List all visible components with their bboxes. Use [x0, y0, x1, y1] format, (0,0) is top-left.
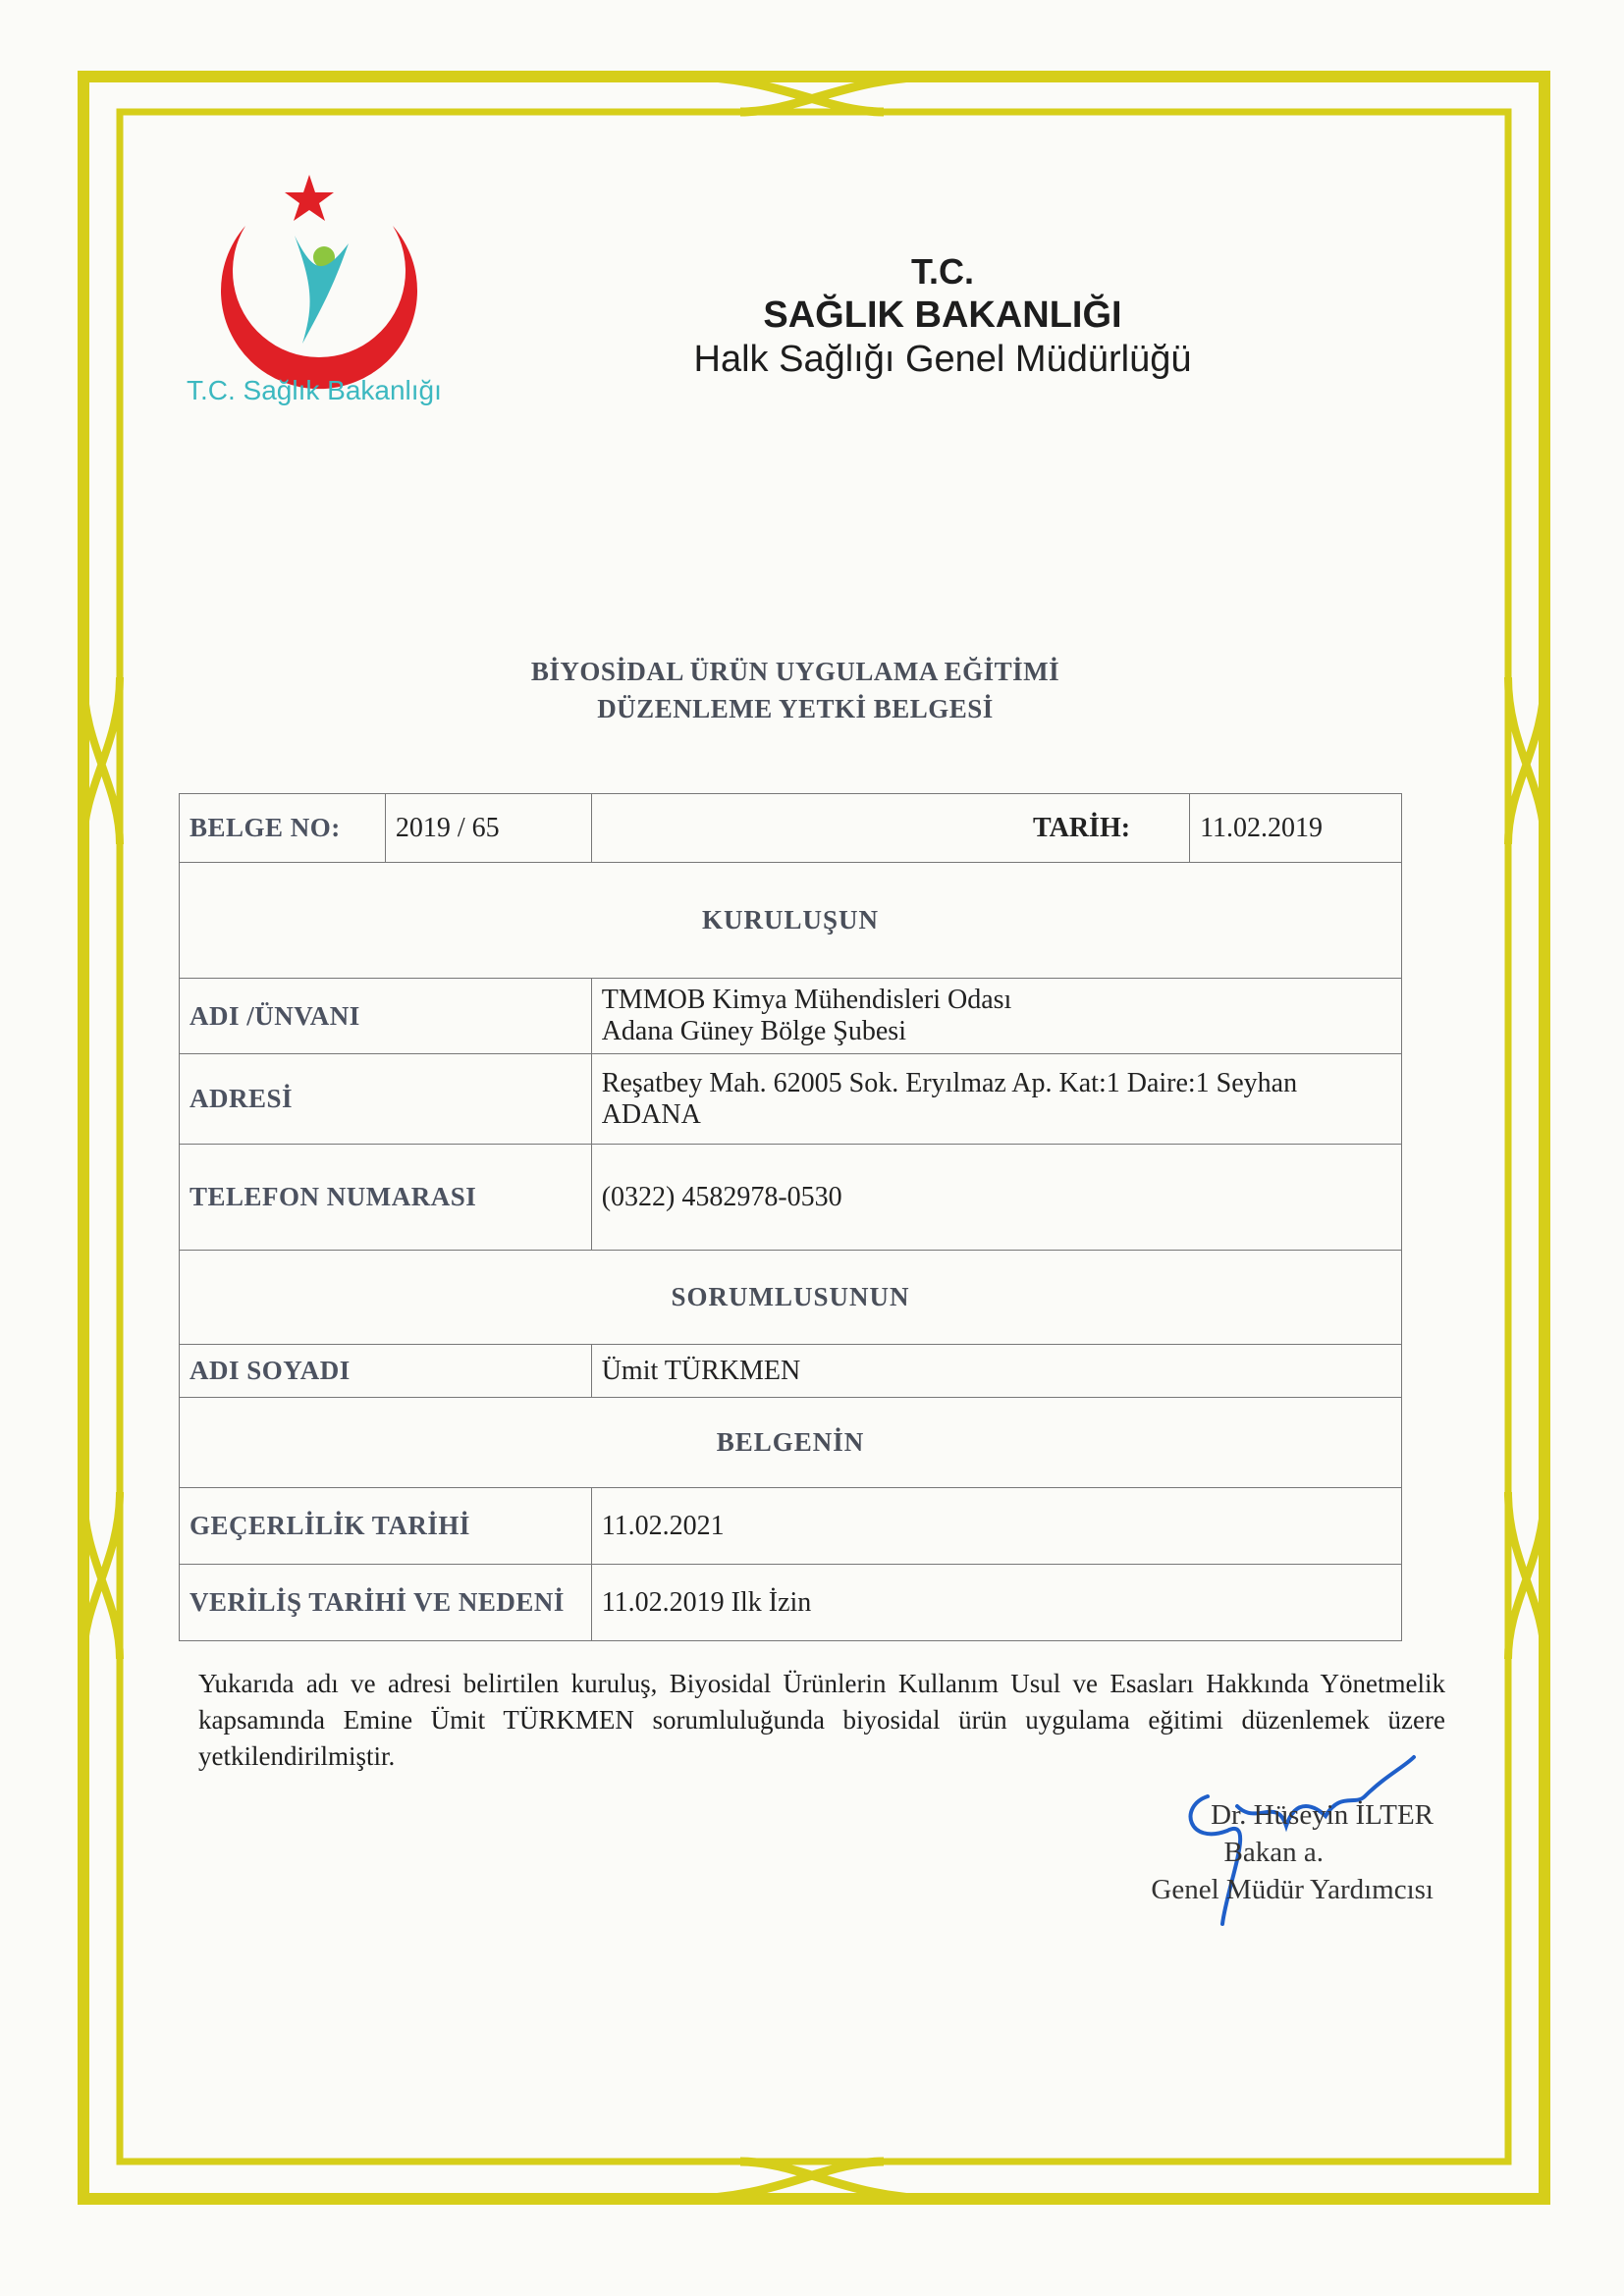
- section-kurulus: KURULUŞUN: [180, 863, 1402, 979]
- title-line-1: BİYOSİDAL ÜRÜN UYGULAMA EĞİTİMİ: [530, 657, 1060, 686]
- ministry-header: [628, 250, 1257, 382]
- signer-title: Genel Müdür Yardımcısı: [1151, 1874, 1434, 1905]
- section-belge: BELGENİN: [180, 1398, 1402, 1488]
- adi-unvani-line-1: TMMOB Kimya Mühendisleri Odası: [601, 985, 1012, 1015]
- adi-soyadi-value: Ümit TÜRKMEN: [591, 1345, 1401, 1398]
- logo-caption: T.C. Sağlık Bakanlığı: [187, 375, 442, 405]
- gecerlilik-value: 11.02.2021: [591, 1488, 1401, 1565]
- adi-unvani-label: ADI /ÜNVANI: [180, 979, 592, 1054]
- adresi-value: [591, 1054, 1401, 1145]
- table-row: [180, 1488, 1402, 1565]
- table-row: [180, 1398, 1402, 1488]
- signer-proxy: Bakan a.: [1223, 1837, 1324, 1868]
- table-row: [180, 794, 1402, 863]
- verilis-label: VERİLİŞ TARİHİ VE NEDENİ: [180, 1565, 592, 1641]
- signature-block: [1060, 1796, 1434, 1908]
- table-row: [180, 1054, 1402, 1145]
- adresi-line-1: Reşatbey Mah. 62005 Sok. Eryılmaz Ap. Kat:1 Daire:1 Seyhan: [601, 1067, 1298, 1098]
- table-row: [180, 863, 1402, 979]
- tarih-value: 11.02.2019: [1190, 794, 1402, 863]
- table-row: [180, 1565, 1402, 1641]
- tarih-label: TARİH:: [591, 794, 1189, 863]
- gecerlilik-label: GEÇERLİLİK TARİHİ: [180, 1488, 592, 1565]
- certificate-table: [179, 793, 1402, 1641]
- table-row: [180, 1345, 1402, 1398]
- title-line-2: DÜZENLEME YETKİ BELGESİ: [597, 694, 994, 723]
- section-sorumlu: SORUMLUSUNUN: [180, 1251, 1402, 1345]
- belge-no-label: BELGE NO:: [180, 794, 386, 863]
- table-row: [180, 1251, 1402, 1345]
- adi-unvani-line-2: Adana Güney Bölge Şubesi: [601, 1016, 906, 1046]
- adi-soyadi-label: ADI SOYADI: [180, 1345, 592, 1398]
- authorization-statement: Yukarıda adı ve adresi belirtilen kuruluş, Biyosidal Ürünlerin Kullanım Usul ve Esasları Hakkında Yönetmelik kapsamında Emine Ümit TÜRKMEN sorumluluğunda biyosidal ürün uygulama eğitimi düzenlemek üzere yetkilendirilmiştir.: [198, 1669, 1445, 1771]
- header-ministry: SAĞLIK BAKANLIĞI: [763, 294, 1122, 336]
- adresi-label: ADRESİ: [180, 1054, 592, 1145]
- telefon-value: (0322) 4582978-0530: [591, 1145, 1401, 1251]
- header-tc: T.C.: [910, 251, 974, 292]
- telefon-label: TELEFON NUMARASI: [180, 1145, 592, 1251]
- signer-name: Dr. Hüseyin İLTER: [1211, 1799, 1434, 1831]
- table-row: [180, 979, 1402, 1054]
- verilis-value: 11.02.2019 Ilk İzin: [591, 1565, 1401, 1641]
- header-directorate: Halk Sağlığı Genel Müdürlüğü: [693, 339, 1192, 380]
- adi-unvani-value: [591, 979, 1401, 1054]
- document-title: [393, 653, 1198, 727]
- adresi-line-2: ADANA: [601, 1098, 701, 1130]
- table-row: [180, 1145, 1402, 1251]
- belge-no-value: 2019 / 65: [385, 794, 591, 863]
